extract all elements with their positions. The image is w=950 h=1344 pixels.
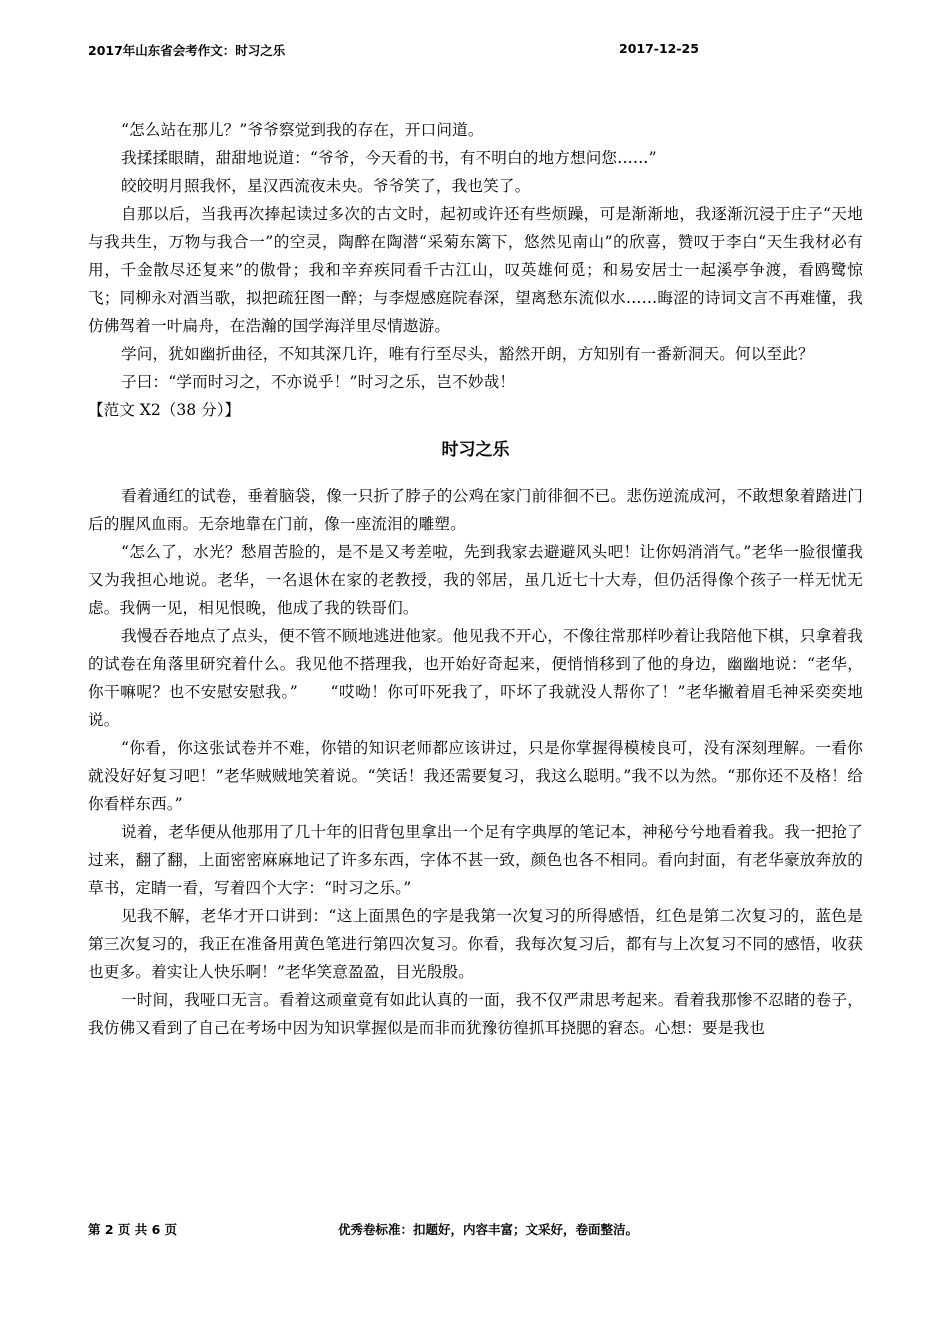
grading-standard: 优秀卷标准：扣题好，内容丰富；文采好，卷面整洁。 — [338, 1222, 639, 1237]
paragraph: 自那以后，当我再次捧起读过多次的古文时，起初或许还有些烦躁，可是渐渐地，我逐渐沉浸于庄子“天地与我共生，万物与我合一”的空灵，陶醉在陶潜“采菊东篱下，悠然见南山”的欣喜，赞叹于李白“天生我材必有用，千金散尽还复来”的傲骨；我和辛弃疾同看千古江山，叹英雄何觅；和易安居士一起溪亭争渡，看鸥鹭惊飞；同柳永对酒当歌，拟把疏狂图一醉；与李煜感庭院春深，望离愁东流似水……晦涩的诗词文言不再难懂，我仿佛驾着一叶扁舟，在浩瀚的国学海洋里尽情遨游。 — [88, 205, 863, 335]
paragraph: “怎么站在那儿？”爷爷察觉到我的存在，开口问道。 — [121, 121, 484, 139]
paragraph: “怎么了，水光？愁眉苦脸的，是不是又考差啦，先到我家去避避风头吧！让你妈消消气。”老华一脸很懂我又为我担心地说。老华，一名退休在家的老教授，我的邻居，虽几近七十大寿，但仍活得像个孩子一样无忧无虑。我俩一见，相见恨晚，他成了我的铁哥们。 — [88, 543, 863, 617]
paragraph: 学问，犹如幽折曲径，不知其深几许，唯有行至尽头，豁然开朗，方知别有一番新洞天。何以至此？ — [121, 345, 814, 363]
paragraph: 我慢吞吞地点了点头，便不管不顾地逃进他家。他见我不开心，不像往常那样吵着让我陪他下棋，只拿着我的试卷在角落里研究着什么。我见他不搭理我，也开始好奇起来，便悄悄移到了他的身边，幽幽地说：“老华，你干嘛呢？也不安慰安慰我。” “哎呦！你可吓死我了，吓坏了我就没人帮你了！”老华撇着眉毛神采奕奕地说。 — [88, 627, 863, 729]
document-body — [88, 116, 863, 1042]
page-number: 第 2 页 共 6 页 — [88, 1222, 178, 1237]
paragraph: 皎皎明月照我怀，星汉西流夜未央。爷爷笑了，我也笑了。 — [121, 177, 531, 195]
paragraph: 看着通红的试卷，垂着脑袋，像一只折了脖子的公鸡在家门前徘徊不已。悲伤逆流成河，不敢想象着踏进门后的腥风血雨。无奈地靠在门前，像一座流泪的雕塑。 — [88, 487, 863, 533]
paragraph: 一时间，我哑口无言。看着这顽童竟有如此认真的一面，我不仅严肃思考起来。看着我那惨不忍睹的卷子，我仿佛又看到了自己在考场中因为知识掌握似是而非而犹豫彷徨抓耳挠腮的窘态。心想：要是我也 — [88, 991, 863, 1037]
page-header — [88, 41, 862, 61]
sample-essay-label: 【范文 X2（38 分）】 — [88, 401, 241, 419]
header-date: 2017-12-25 — [619, 41, 699, 56]
paragraph: “你看，你这张试卷并不难，你错的知识老师都应该讲过，只是你掌握得模棱良可，没有深刻理解。一看你就没好好复习吧！”老华贼贼地笑着说。“笑话！我还需要复习，我这么聪明。”我不以为然。“那你还不及格！给你看样东西。” — [88, 739, 863, 813]
paragraph: 子曰：“学而时习之，不亦说乎！”时习之乐，岂不妙哉！ — [121, 373, 516, 391]
essay-title: 时习之乐 — [441, 440, 510, 460]
page-footer — [88, 1220, 862, 1240]
paragraph: 说着，老华便从他那用了几十年的旧背包里拿出一个足有字典厚的笔记本，神秘兮兮地看着我。我一把抢了过来，翻了翻，上面密密麻麻地记了许多东西，字体不甚一致，颜色也各不相同。看向封面，有老华豪放奔放的草书，定睛一看，写着四个大字：“时习之乐。” — [88, 823, 863, 897]
paragraph: 见我不解，老华才开口讲到：“这上面黑色的字是我第一次复习的所得感悟，红色是第二次复习的，蓝色是第三次复习的，我正在准备用黄色笔进行第四次复习。你看，我每次复习后，都有与上次复习不同的感悟，收获也更多。着实让人快乐啊！”老华笑意盈盈，目光殷殷。 — [88, 907, 863, 981]
header-title: 2017年山东省会考作文：时习之乐 — [88, 43, 286, 58]
paragraph: 我揉揉眼睛，甜甜地说道：“爷爷，今天看的书，有不明白的地方想问您……” — [121, 149, 657, 167]
